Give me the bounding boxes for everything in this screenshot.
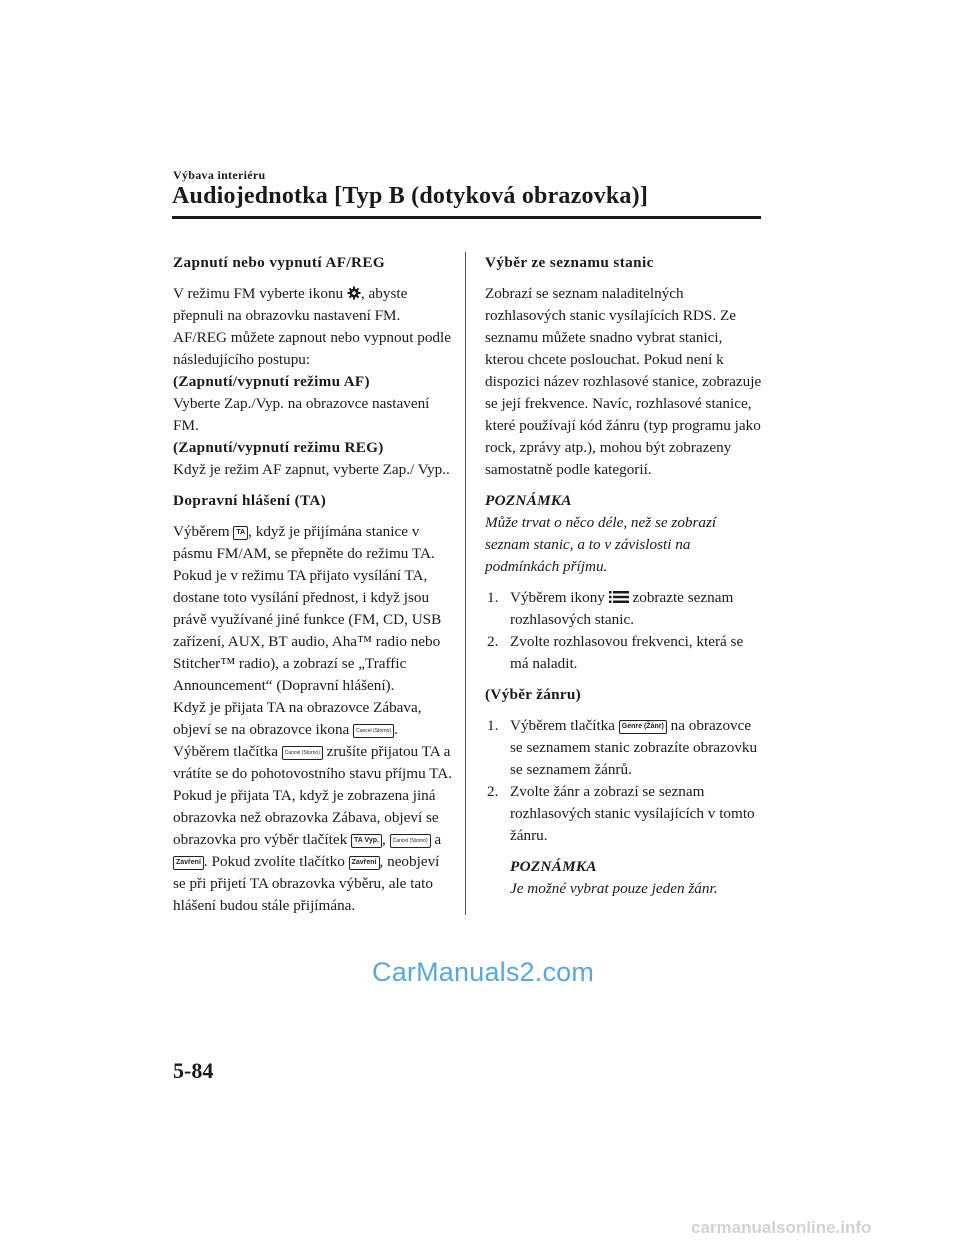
af-toggle-text: Vyberte Zap./Vyp. na obrazovce nastavení FM. [173,395,430,434]
list-icon [609,590,629,604]
note-text: Může trvat o něco déle, než se zobrazí seznam stanic, a to v závislosti na podmínkách příjmu. [485,514,717,575]
step-number: 1. [487,589,499,606]
station-list-steps [485,587,763,675]
step-text-b: zobrazte seznam rozhlasových stanic. [510,589,734,628]
reg-toggle-text: Když je režim AF zapnut, vyberte Zap./ Vyp.. [173,461,450,478]
ta-intro [173,521,455,565]
ta-cancel-text-c: , [382,831,386,848]
step-number: 2. [487,633,499,650]
note-title: POZNÁMKA [485,492,572,509]
close-button-2[interactable]: Zavření [349,856,380,870]
af-reg-heading: Zapnutí nebo vypnutí AF/REG [173,254,386,271]
ta-intro-text-a: Výběrem [173,523,230,540]
ta-cancel-text [173,741,455,917]
settings-gear-icon [347,286,361,300]
cancel-icon-button[interactable]: Cancel (Storno) [353,724,394,738]
ta-cancel-text-f: , neobjeví se při přijetí TA obrazovka výběru, ale tato hlášení budou stále přijímána. [173,853,440,914]
ta-icon-text-a: Když je přijata TA na obrazovce Zábava, objeví se na obrazovce ikona [173,699,422,738]
page-number: 5-84 [173,1058,214,1083]
genre-note [485,856,763,900]
step-number: 1. [487,717,499,734]
step-text-a: Výběrem ikony [510,589,605,606]
list-item [485,631,763,675]
genre-button[interactable]: Genre (Žánr) [619,720,667,734]
list-item [485,715,763,781]
list-item [485,781,763,847]
page-title: Audiojednotka [Typ B (dotyková obrazovka)] [172,183,649,209]
genre-steps [485,715,763,847]
step-number: 2. [487,783,499,800]
ta-icon-text [173,697,455,741]
ta-icon-text-b: . [394,721,398,738]
af-reg-intro [173,283,455,371]
ta-heading: Dopravní hlášení (TA) [173,492,327,509]
ta-cancel-text-d: a [434,831,442,848]
station-list-text: Zobrazí se seznam naladitelných rozhlasových stanic vysílajících RDS. Ze seznamu můžete snadno vybrat stanici, kterou chcete poslouchat. Pokud není k dispozici název rozhlasové stanice, zobrazuje se její frekvence. Navíc, rozhlasové stanice, které používají kód žánru (typ programu jako rock, zprávy atp.), mohou být zobrazeny samostatně podle kategorií. [485,285,762,478]
left-column [173,252,455,917]
ta-cancel-text-b: zrušíte přijatou TA a vrátíte se do pohotovostního stavu příjmu TA. Pokud je přijata TA, když je zobrazena jiná obrazovka než obrazovka Zábava, objeví se obrazovka pro výběr tlačítek [173,743,453,848]
ta-priority-text: Pokud je v režimu TA přijato vysílání TA, dostane toto vysílání přednost, i když jsou právě využívané jiné funkce (FM, CD, USB zařízení, AUX, BT audio, Aha™ radio nebo Stitcher™ radio), a zobrazí se „Traffic Announcement“ (Dopravní hlášení). [173,567,442,694]
step-text-a: Výběrem tlačítka [510,717,615,734]
af-intro-text-b: , abyste přepnuli na obrazovku nastavení FM. AF/REG můžete zapnout nebo vypnout podle následujícího postupu: [173,285,451,368]
right-column [485,252,763,900]
watermark: CarManuals2.com [372,957,595,987]
station-list-heading: Výběr ze seznamu stanic [485,254,654,271]
cancel-button-2[interactable]: Cancel (Storno) [390,834,431,848]
close-button[interactable]: Zavření [173,856,204,870]
section-label: Výbava interiéru [173,168,266,182]
ta-cancel-text-e: . Pokud zvolíte tlačítko [203,853,345,870]
af-intro-text-a: V režimu FM vyberte ikonu [173,285,344,302]
note-title: POZNÁMKA [510,858,597,875]
list-item [485,587,763,631]
step-text-b: na obrazovce se seznamem stanic zobrazíte obrazovku se seznamem žánrů. [510,717,758,778]
column-divider [465,252,466,915]
reg-subheading: (Zapnutí/vypnutí režimu REG) [173,439,384,456]
note-text: Je možné vybrat pouze jeden žánr. [510,880,718,897]
footer-site: carmanualsonline.info [691,1218,872,1237]
step-text-a: Zvolte žánr a zobrazí se seznam rozhlasových stanic vysílajících v tomto žánru. [510,783,755,844]
genre-heading: (Výběr žánru) [485,686,581,703]
step-text-a: Zvolte rozhlasovou frekvenci, která se má naladit. [510,633,744,672]
ta-button[interactable]: TA [233,526,248,540]
title-rule [172,216,761,219]
ta-off-button[interactable]: TA Vyp. [351,834,382,848]
ta-cancel-text-a: Výběrem tlačítka [173,743,278,760]
ta-intro-text-b: , když je přijímána stanice v pásmu FM/AM, se přepněte do režimu TA. [173,523,435,562]
af-subheading: (Zapnutí/vypnutí režimu AF) [173,373,370,390]
cancel-button[interactable]: Cancel (Storno) [282,746,323,760]
